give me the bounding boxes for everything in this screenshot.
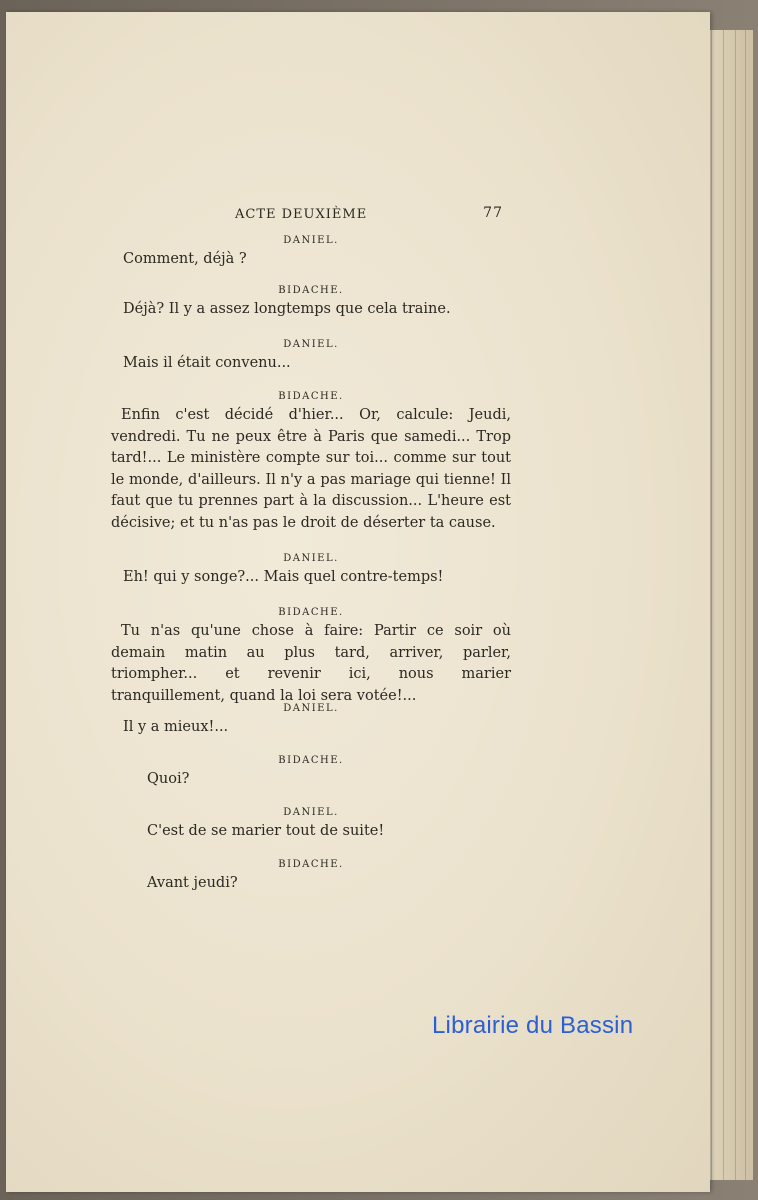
speaker-name: DANIEL. [283, 235, 339, 246]
running-head [111, 207, 511, 229]
dialogue-turn [111, 753, 511, 791]
bookseller-watermark: Librairie du Bassin [432, 1012, 634, 1039]
dialogue-turn [111, 389, 511, 534]
speech-text: C'est de se marier tout de suite! [147, 823, 385, 839]
page-number: 77 [483, 205, 503, 221]
speaker-name: DANIEL. [283, 339, 339, 350]
dialogue-turn [111, 283, 511, 321]
speech-text: Tu n'as qu'une chose à faire: Partir ce soir où demain matin au plus tard, arriver, parler, triompher... et revenir ici, nous marier tranquillement, quand la loi sera votée!... [111, 623, 511, 704]
page-title: ACTE DEUXIÈME [235, 207, 368, 222]
speaker-name: BIDACHE. [278, 607, 344, 618]
speaker-name: BIDACHE. [278, 285, 344, 296]
dialogue-turn [111, 337, 511, 375]
speech-text: Enfin c'est décidé d'hier... Or, calcule: Jeudi, vendredi. Tu ne peux être à Paris que samedi... Trop tard!... Le ministère compte sur toi... comme sur tout le monde, d'ailleurs. Il n'y a pas mariage qui tienne! Il faut que tu prennes part à la discussion... L'heure est décisive; et tu n'as pas le droit de déserter ta cause. [111, 407, 511, 531]
speaker-name: BIDACHE. [278, 859, 344, 870]
speech-text: Quoi? [147, 771, 190, 787]
dialogue-turn [111, 605, 511, 707]
speech-text: Mais il était convenu... [123, 355, 291, 371]
speaker-name: BIDACHE. [278, 755, 344, 766]
dialogue-turn [111, 701, 511, 739]
speaker-name: DANIEL. [283, 553, 339, 564]
speech-text: Eh! qui y songe?... Mais quel contre-temps! [123, 569, 444, 585]
speaker-name: BIDACHE. [278, 391, 344, 402]
dialogue-turn [111, 805, 511, 843]
speech-text: Il y a mieux!... [123, 719, 229, 735]
dialogue-turn [111, 857, 511, 895]
speech-text: Déjà? Il y a assez longtemps que cela traine. [123, 301, 451, 317]
speech-text: Comment, déjà ? [123, 251, 247, 267]
speaker-name: DANIEL. [283, 703, 339, 714]
speaker-name: DANIEL. [283, 807, 339, 818]
dialogue-turn [111, 233, 511, 271]
dialogue-turn [111, 551, 511, 589]
speech-text: Avant jeudi? [147, 875, 238, 891]
